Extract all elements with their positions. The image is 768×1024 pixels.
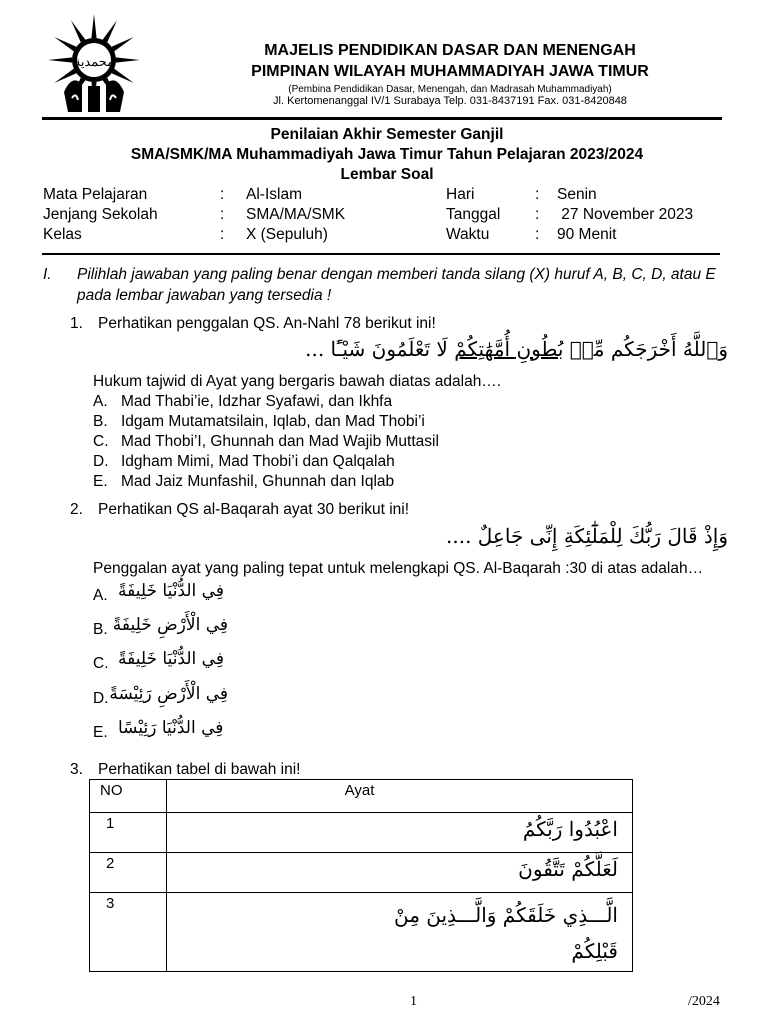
sheet-title: Lembar Soal (340, 166, 434, 183)
logo-arabic-text: محمدية (73, 55, 115, 70)
info-value-level: SMA/MA/SMK (246, 206, 346, 223)
ayat-table (89, 779, 633, 972)
q1-option-letter: B. (93, 413, 108, 430)
logo-sun-ray (54, 37, 76, 51)
q2-option-letter: E. (93, 724, 108, 741)
table-header-no: NO (90, 780, 167, 813)
info-value-date: 27 November 2023 (557, 206, 694, 223)
table-cell-ayat: لَعَلَّكُمْ تَتَّقُونَ (167, 853, 633, 893)
logo-sun-ray (112, 37, 134, 51)
org-subtitle: (Pembina Pendidikan Dasar, Menengah, dan Madrasah Muhammadiyah) (288, 84, 612, 95)
org-name-line2: PIMPINAN WILAYAH MUHAMMADIYAH JAWA TIMUR (251, 63, 649, 80)
logo-sun-ray (71, 20, 85, 42)
info-colon: : (220, 226, 225, 243)
q1-option-e: Mad Jaiz Munfashil, Ghunnah dan Iqlab (121, 473, 395, 490)
muhammadiyah-logo (42, 12, 146, 116)
q1-arabic-start: وَٱللَّهُ أَخْرَجَكُم مِّنۢ (563, 337, 728, 361)
table-cell-no: 2 (90, 853, 167, 893)
q2-option-b-arabic: فِي الْأَرْضِ خَلِيفَةً (112, 615, 228, 635)
table-cell-ayat-line1: الَّـــذِي خَلَقَكُمْ وَالَّـــذِينَ مِنْ (393, 903, 618, 927)
q1-option-letter: C. (93, 433, 109, 450)
q1-option-letter: A. (93, 393, 108, 410)
footer-year: /2024 (688, 994, 720, 1009)
q2-text: Perhatikan QS al-Baqarah ayat 30 berikut ini! (98, 501, 410, 518)
q1-question: Hukum tajwid di Ayat yang bergaris bawah diatas adalah…. (93, 373, 502, 390)
q1-arabic-verse (305, 337, 728, 361)
info-divider (42, 253, 720, 255)
q1-number: 1. (70, 315, 83, 332)
table-header-ayat: Ayat (167, 780, 633, 813)
q2-option-e-arabic: فِي الدُّنْيَا رَئِيْسًا (118, 718, 224, 738)
info-label-day: Hari (446, 186, 475, 203)
q1-option-a: Mad Thabi’ie, Idzhar Syafawi, dan Ikhfa (121, 393, 393, 410)
info-colon: : (535, 186, 540, 203)
exam-title: Penilaian Akhir Semester Ganjil (270, 126, 504, 143)
org-name-line1: MAJELIS PENDIDIKAN DASAR DAN MENENGAH (264, 42, 636, 59)
table-row (90, 893, 633, 972)
q1-arabic-end: لَا تَعْلَمُونَ شَيْـًٔا ... (305, 337, 455, 361)
q2-option-letter: C. (93, 655, 109, 672)
info-value-subject: Al-Islam (246, 186, 302, 203)
info-label-subject: Mata Pelajaran (43, 186, 148, 203)
info-value-time: 90 Menit (557, 226, 617, 243)
table-cell-no: 1 (90, 813, 167, 853)
info-label-date: Tanggal (446, 206, 501, 223)
table-cell-ayat-line2: قَبْلِكُمْ (571, 939, 618, 963)
table-cell-no: 3 (90, 893, 167, 972)
q1-option-letter: E. (93, 473, 108, 490)
logo-sun-ray (91, 14, 96, 38)
table-cell-ayat: اعْبُدُوا رَبَّكُمُ (167, 813, 633, 853)
section-number: I. (43, 266, 52, 283)
q2-option-c-arabic: فِي الدُّنْيَا خَلِيفَةً (118, 649, 224, 669)
info-colon: : (220, 206, 225, 223)
logo-sun-ray (103, 20, 117, 42)
q1-option-b: Idgam Mutamatsilain, Iqlab, dan Mad Thobi’i (121, 413, 425, 430)
org-address: Jl. Kertomenanggal IV/1 Surabaya Telp. 031-8437191 Fax. 031-8420848 (273, 95, 627, 107)
header-divider (42, 117, 722, 120)
info-label-time: Waktu (446, 226, 490, 243)
q2-number: 2. (70, 501, 83, 518)
info-colon: : (535, 206, 540, 223)
info-colon: : (535, 226, 540, 243)
q3-text: Perhatikan tabel di bawah ini! (98, 761, 301, 778)
logo-sun-ray (116, 57, 140, 62)
q1-option-d: Idgham Mimi, Mad Thobi’i dan Qalqalah (121, 453, 395, 470)
q2-option-d-arabic: فِي الْأَرْضِ رَئِيْسَةً (109, 684, 228, 704)
q2-option-letter: B. (93, 621, 108, 638)
q3-number: 3. (70, 761, 83, 778)
logo-sun-ray (48, 57, 72, 62)
instruction-line2: pada lembar jawaban yang tersedia ! (77, 287, 332, 304)
exam-subtitle: SMA/SMK/MA Muhammadiyah Jawa Timur Tahun Pelajaran 2023/2024 (130, 146, 644, 163)
q2-question: Penggalan ayat yang paling tepat untuk melengkapi QS. Al-Baqarah :30 di atas adalah… (93, 560, 704, 577)
q2-option-a-arabic: فِي الدُّنْيَا خَلِيفَةً (118, 581, 224, 601)
info-value-day: Senin (557, 186, 597, 203)
q1-arabic-underlined: بُطُونِ أُمَّهَٰتِكُمْ (454, 337, 564, 361)
table-header-row (90, 780, 633, 813)
q1-option-c: Mad Thobi’I, Ghunnah dan Mad Wajib Muttasil (121, 433, 439, 450)
page-number: 1 (410, 994, 417, 1009)
info-colon: : (220, 186, 225, 203)
q2-option-letter: D. (93, 690, 109, 707)
info-label-level: Jenjang Sekolah (43, 206, 158, 223)
info-value-class: X (Sepuluh) (246, 226, 328, 243)
q1-option-letter: D. (93, 453, 109, 470)
table-cell-ayat (167, 893, 633, 972)
q2-arabic-verse: وَإِذْ قَالَ رَبُّكَ لِلْمَلَٰٓئِكَةِ إِنِّى جَاعِلٌ .... (446, 524, 728, 548)
q2-option-letter: A. (93, 587, 108, 604)
instruction-line1: Pilihlah jawaban yang paling benar dengan memberi tanda silang (X) huruf A, B, C, D, atau E (77, 266, 716, 283)
q1-text: Perhatikan penggalan QS. An-Nahl 78 berikut ini! (98, 315, 436, 332)
info-label-class: Kelas (43, 226, 82, 243)
table-row (90, 853, 633, 893)
table-row (90, 813, 633, 853)
